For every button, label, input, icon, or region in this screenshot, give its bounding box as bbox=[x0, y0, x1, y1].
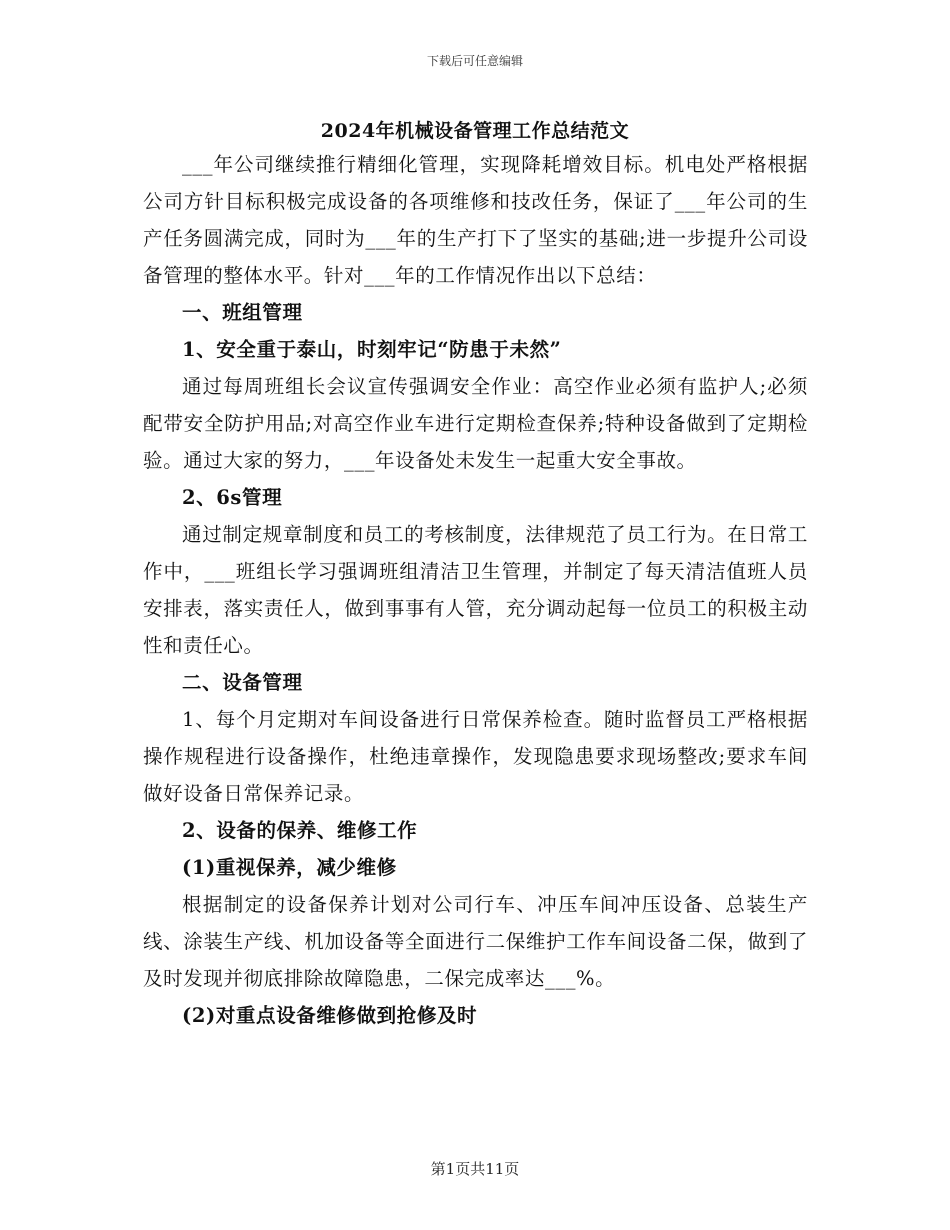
section-heading-team-management: 一、班组管理 bbox=[182, 301, 303, 324]
paragraph-monthly-inspection: 1、每个月定期对车间设备进行日常保养检查。随时监督员工严格根据操作规程进行设备操作，杜绝违章操作，发现隐患要求现场整改;要求车间做好设备日常保养记录。 bbox=[143, 708, 808, 805]
subheading-emergency-repair: (2)对重点设备维修做到抢修及时 bbox=[182, 1004, 478, 1027]
paragraph-safety: 通过每周班组长会议宣传强调安全作业：高空作业必须有监护人;必须配带安全防护用品;对高空作业车进行定期检查保养;特种设备做到了定期检验。通过大家的努力，___年设备处未发生一起重大安全事故。 bbox=[143, 375, 808, 472]
subheading-6s: 2、6s管理 bbox=[182, 486, 283, 509]
header-note: 下载后可任意编辑 bbox=[426, 54, 523, 68]
subheading-maintenance: 2、设备的保养、维修工作 bbox=[182, 819, 418, 842]
document-title: 2024年机械设备管理工作总结范文 bbox=[320, 120, 630, 142]
document-body bbox=[143, 146, 808, 1034]
subheading-safety: 1、安全重于泰山，时刻牢记“防患于未然” bbox=[182, 338, 562, 361]
paragraph-6s: 通过制定规章制度和员工的考核制度，法律规范了员工行为。在日常工作中，___班组长学习强调班组清洁卫生管理，并制定了每天清洁值班人员安排表，落实责任人，做到事事有人管，充分调动起每一位员工的积极主动性和责任心。 bbox=[143, 523, 808, 657]
subheading-prevention: (1)重视保养，减少维修 bbox=[182, 856, 397, 879]
paragraph-intro: ___年公司继续推行精细化管理，实现降耗增效目标。机电处严格根据公司方针目标积极完成设备的各项维修和技改任务，保证了___年公司的生产任务圆满完成，同时为___年的生产打下了坚实的基础;进一步提升公司设备管理的整体水平。针对___年的工作情况作出以下总结： bbox=[143, 153, 808, 287]
paragraph-maintenance-plan: 根据制定的设备保养计划对公司行车、冲压车间冲压设备、总装生产线、涂装生产线、机加设备等全面进行二保维护工作车间设备二保，做到了及时发现并彻底排除故障隐患，二保完成率达___%。 bbox=[143, 893, 808, 990]
section-heading-equipment-management: 二、设备管理 bbox=[182, 671, 303, 694]
page-number-footer: 第1页共11页 bbox=[430, 1160, 520, 1178]
